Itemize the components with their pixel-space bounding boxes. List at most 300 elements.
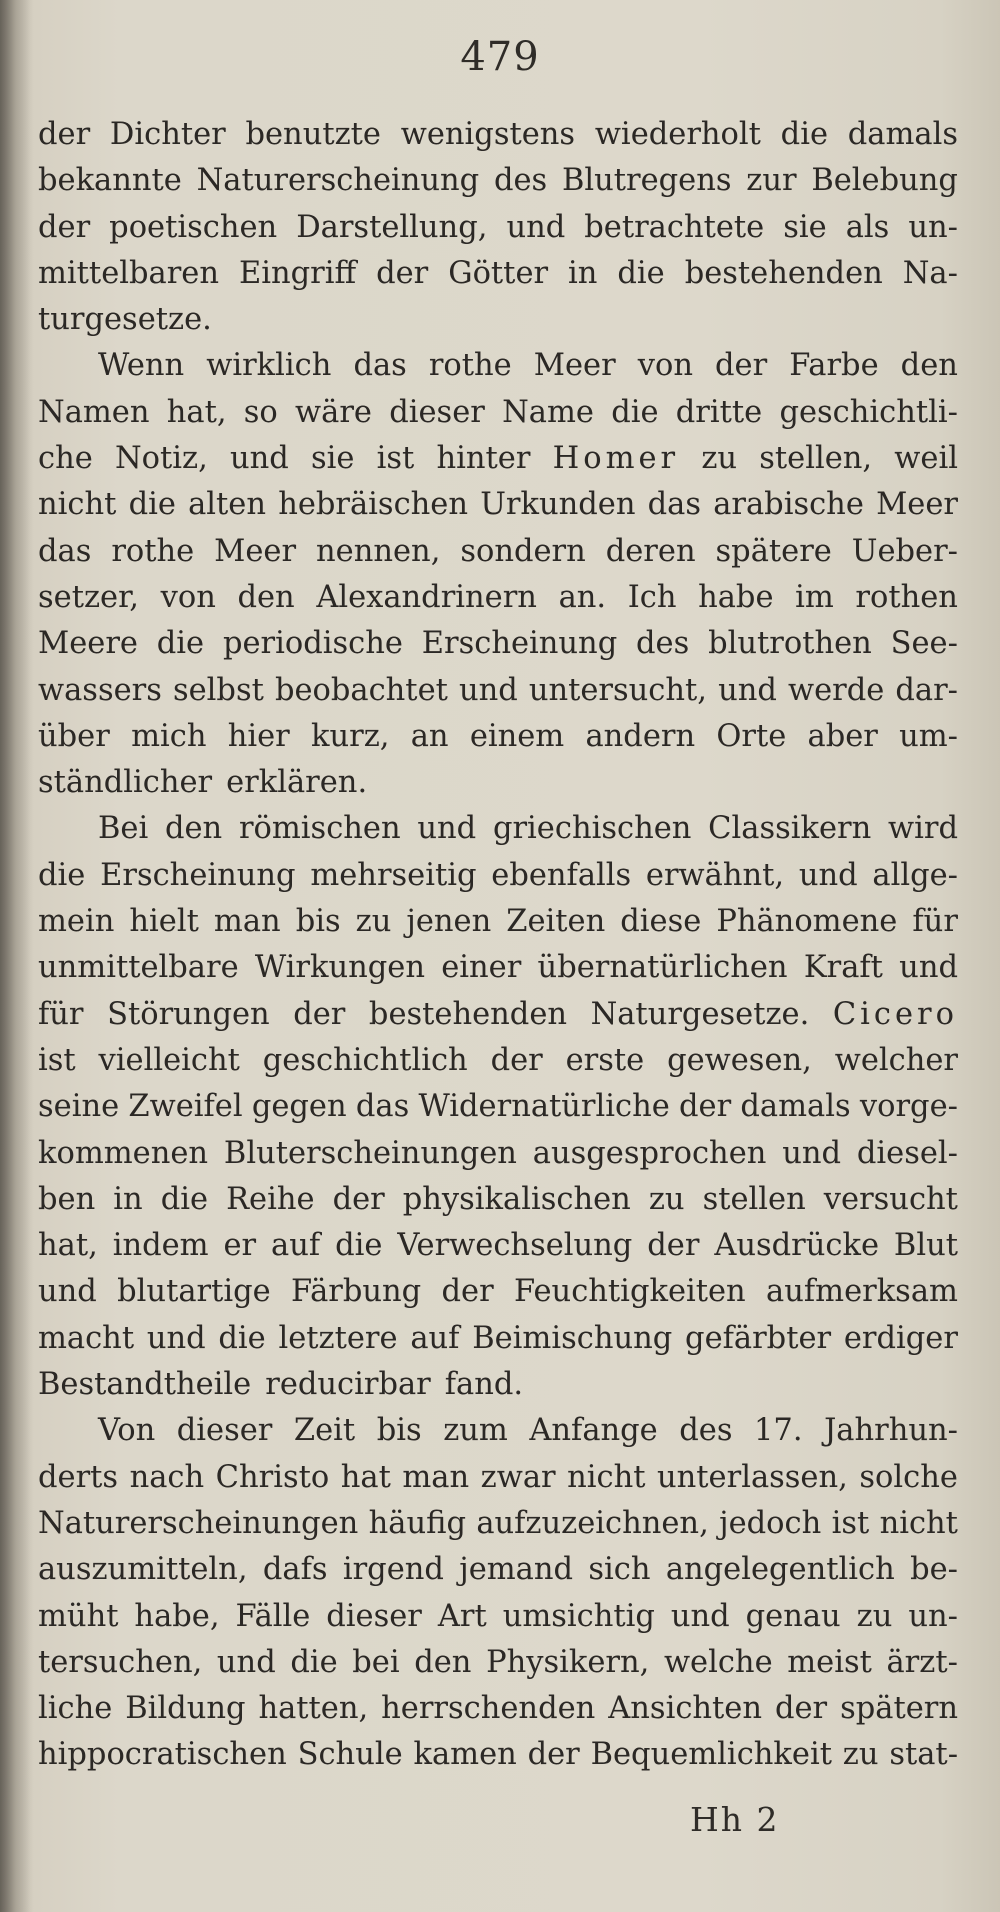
word: Bei [98,811,149,847]
word: Zeit [293,1413,356,1449]
word: werde [787,672,885,708]
word: Feuchtigkeiten [514,1274,746,1310]
text-line [38,343,958,389]
word: kurz, [311,718,390,754]
word: zu [701,441,738,477]
text-line [38,760,958,806]
word: wiederholt [594,117,761,152]
word: ärzt- [886,1644,958,1680]
word: der [376,255,429,291]
word: Dichter [109,117,226,152]
word: vielleicht [98,1042,240,1078]
word: kamen [413,1737,517,1773]
word: Orte [716,718,787,754]
word: liche [38,1691,113,1727]
word: wird [888,811,958,847]
word: bestehenden [368,996,568,1032]
word: hinter [436,441,531,477]
word: die [156,626,205,662]
word: weil [894,441,958,477]
word: und [417,811,477,847]
word: rothe [428,348,512,384]
word: Ueber- [851,533,958,569]
word: setzer, [38,579,140,615]
text-line [38,1640,958,1686]
signature-mark: Hh 2 [690,1800,780,1839]
word: und [146,1320,206,1356]
word: Ausdrücke [714,1228,879,1264]
word: den [414,1644,472,1680]
word: griechischen [492,811,692,847]
word: die [780,117,829,152]
word: hier [227,718,290,754]
word: Bluterscheinungen [223,1135,517,1171]
text-line [38,1038,958,1084]
text-line [38,1408,958,1454]
word: Meer [214,533,297,569]
word: Naturgesetze. [590,996,810,1032]
text-line [38,482,958,528]
word: Art [437,1598,487,1634]
word: Zweifel [128,1089,243,1125]
word: betrachtete [584,209,765,245]
word: hebräischen [278,487,468,523]
word: mittelbaren [38,255,219,291]
text-line [38,529,958,575]
word: dieser [176,1413,273,1449]
word: Von [98,1413,156,1449]
word: der [441,1274,494,1310]
word: den [900,348,958,384]
word: reducirbar [265,1367,431,1403]
text-line [38,1316,958,1362]
word: an [410,718,449,754]
word: Erscheinung [421,626,618,662]
word: untersucht, [528,672,707,708]
word: damals [740,1089,851,1125]
text-line [38,112,958,158]
word: geschichtli- [779,394,958,430]
word: kommenen [38,1135,209,1171]
word: Darstellung, [296,209,488,245]
word: che [38,441,93,477]
word: Färbung [291,1274,422,1310]
word: Name [502,394,594,430]
word: Physikern, [486,1644,650,1680]
word: und [782,1135,842,1171]
word: die [611,394,659,430]
word: periodische [222,626,403,662]
text-line [38,992,958,1038]
word: Erscheinung [100,857,296,893]
text-line [38,1732,958,1778]
word: Götter [448,255,549,291]
word: an. [558,579,607,615]
word: derts [38,1459,119,1495]
word: spätere [715,533,832,569]
word: mehrseitig [310,857,477,893]
word: nicht [879,1505,958,1541]
word: nach [129,1459,205,1495]
word: nicht [567,1459,646,1495]
word: mich [131,718,207,754]
word: um- [899,718,958,754]
word: Wenn [98,348,185,384]
word: zum [443,1413,508,1449]
word: gefärbter [685,1320,832,1356]
word: stellen, [759,441,873,477]
word: den [164,811,223,847]
word: hielt [129,904,199,940]
word: der [774,1691,828,1727]
word: rothe [111,533,195,569]
spine-shadow [0,0,30,1912]
word: wirklich [206,348,332,384]
word: die [335,1228,383,1264]
body-text [38,112,958,1779]
word: nicht [38,487,117,523]
word: und [229,441,289,477]
word: umsichtig [502,1598,655,1634]
word: von [160,579,216,615]
word: der [647,1228,700,1264]
text-line [38,806,958,852]
word: ständlicher [38,765,213,801]
word: turgesetze. [38,302,212,338]
word: und [670,1598,730,1634]
text-line [38,1223,958,1269]
word: un- [908,209,958,245]
word: Schule [297,1737,403,1773]
word: der [293,996,346,1032]
word: der [715,348,768,384]
word: des [636,626,690,662]
word: Bequemlichkeit [590,1737,832,1773]
word: erdiger [843,1320,958,1356]
word: das [38,533,92,569]
word: das [353,348,407,384]
word: zu [648,1181,685,1217]
word: Bildung [125,1691,246,1727]
text-line [38,158,958,204]
word: Naturerscheinungen [38,1505,359,1541]
word: Meer [876,487,958,523]
word: Eingriff [238,255,357,291]
word: einem [469,718,565,754]
word: Farbe [789,348,879,384]
word: Alexandrinern [316,579,537,615]
word: allge- [872,857,958,893]
text-line [38,1269,958,1315]
word: ist [38,1042,76,1078]
text-line [38,1177,958,1223]
text-line [38,1594,958,1640]
word: indem [112,1228,209,1264]
word: be- [910,1552,958,1588]
word: gegen [251,1089,347,1125]
word: sie [310,441,355,477]
word: dar- [895,672,958,708]
word: Beimischung [472,1320,673,1356]
word: den [237,579,295,615]
word: Blutregens [561,163,732,199]
word: See- [890,626,958,662]
word: Phänomene [716,904,898,940]
word: er [223,1228,257,1264]
word: die [290,1644,338,1680]
word: und [458,672,518,708]
word: der [38,117,91,152]
word: ist [376,441,415,477]
word: Widernatürliche [418,1089,670,1125]
word: so [243,394,278,430]
word: geschichtlich [262,1042,468,1078]
text-line [38,1686,958,1732]
word: zur [746,163,797,199]
word: die [160,1181,209,1217]
word: das [647,487,702,523]
word: herrschenden [381,1691,596,1727]
word: und [216,1644,276,1680]
word: sondern [460,533,586,569]
word: dieser [389,394,485,430]
word: die [38,857,86,893]
word: sie [783,209,827,245]
word: über [38,718,110,754]
word: für [38,996,84,1032]
text-line [38,251,958,297]
word: jemand [459,1552,574,1588]
text-line [38,205,958,251]
text-line [38,436,958,482]
page-number: 479 [460,34,540,80]
word: Cicero [832,996,958,1032]
word: bis [295,904,341,940]
word: in [113,1181,143,1217]
word: meist [787,1644,872,1680]
word: Ansichten [608,1691,763,1727]
word: stellen [702,1181,806,1217]
word: unterlassen, [657,1459,848,1495]
word: man [213,904,281,940]
word: diesel- [856,1135,958,1171]
word: beobachtet [274,672,448,708]
word: Störungen [107,996,270,1032]
text-line [38,945,958,991]
text-line [38,297,958,343]
word: Naturerscheinung [196,163,480,199]
word: Ich [627,579,677,615]
word: habe, [134,1598,220,1634]
word: solche [859,1459,958,1495]
word: wenigstens [400,117,576,152]
word: und [38,1274,97,1310]
word: als [845,209,890,245]
word: die [218,1320,266,1356]
word: der [679,1089,732,1125]
word: jenen [406,904,492,940]
word: blutrothen [708,626,872,662]
word: Wirkungen [254,950,425,986]
text-line [38,853,958,899]
word: Homer [552,441,680,477]
word: zu [856,1598,893,1634]
word: nennen, [316,533,441,569]
word: physikalischen [402,1181,631,1217]
word: Fälle [235,1598,311,1634]
text-line [38,1131,958,1177]
text-line [38,899,958,945]
word: dafs [262,1552,328,1588]
word: zu [355,904,392,940]
word: hat, [166,394,227,430]
word: zwar [480,1459,556,1495]
word: Bestandtheile [38,1367,252,1403]
word: Belebung [811,163,958,199]
word: jedoch [719,1505,822,1541]
word: versucht [823,1181,958,1217]
text-line [38,390,958,436]
word: aufzuzeichnen, [476,1505,709,1541]
word: alten [188,487,266,523]
word: das [355,1089,410,1125]
word: ebenfalls [491,857,632,893]
word: Verwechselung [397,1228,633,1264]
word: vorge- [859,1089,958,1125]
word: auf [271,1228,321,1264]
word: mein [38,904,115,940]
text-line [38,1084,958,1130]
word: bis [376,1413,422,1449]
word: gewesen, [667,1042,812,1078]
word: erste [565,1042,645,1078]
word: Reihe [226,1181,315,1217]
word: hat, [38,1228,98,1264]
word: in [568,255,598,291]
word: des [679,1413,733,1449]
word: römischen [238,811,401,847]
word: 17. [754,1413,803,1449]
word: diese [620,904,702,940]
word: bekannte [38,163,182,199]
word: Anfange [529,1413,658,1449]
word: der [38,209,91,245]
word: habe [698,579,774,615]
word: zu [842,1737,879,1773]
word: dieser [326,1598,422,1634]
word: und [899,950,958,986]
word: müht [38,1598,119,1634]
word: erwähnt, [645,857,785,893]
word: von [637,348,693,384]
word: für [912,904,958,940]
text-line [38,1455,958,1501]
word: Jahrhun- [824,1413,958,1449]
word: Christo [215,1459,330,1495]
word: Meere [38,626,138,662]
word: selbst [172,672,264,708]
word: Meer [533,348,616,384]
word: Notiz, [114,441,208,477]
word: die [617,255,665,291]
word: häufig [368,1505,466,1541]
word: ausgesprochen [532,1135,767,1171]
word: irgend [342,1552,444,1588]
word: welcher [834,1042,958,1078]
word: aufmerksam [766,1274,958,1310]
word: macht [38,1320,135,1356]
word: sich [588,1552,651,1588]
word: fand. [444,1367,524,1403]
word: aber [807,718,878,754]
word: Blut [893,1228,958,1264]
word: andern [585,718,696,754]
word: Classikern [708,811,872,847]
word: wäre [295,394,372,430]
word: hat [340,1459,391,1495]
word: deren [605,533,696,569]
word: rothen [855,579,958,615]
word: stat- [889,1737,958,1773]
word: auf [410,1320,460,1356]
word: poetischen [109,209,278,245]
word: der [527,1737,580,1773]
word: der [490,1042,543,1078]
word: Na- [902,255,958,291]
word: bestehenden [684,255,883,291]
text-line [38,621,958,667]
text-line [38,1362,958,1408]
word: welche [663,1644,773,1680]
word: erklären. [226,765,368,801]
word: der [332,1181,385,1217]
word: die [128,487,176,523]
word: im [795,579,834,615]
word: des [493,163,548,199]
text-line [38,1547,958,1593]
word: blutartige [117,1274,271,1310]
word: einer [441,950,522,986]
word: seine [38,1089,120,1125]
word: genau [745,1598,841,1634]
word: arabische [713,487,864,523]
word: Kraft [803,950,883,986]
word: bei [352,1644,400,1680]
text-line [38,668,958,714]
word: Zeiten [506,904,606,940]
text-line [38,714,958,760]
word: ist [831,1505,870,1541]
word: unmittelbare [38,950,239,986]
word: wassers [38,672,162,708]
text-line [38,575,958,621]
word: damals [847,117,958,152]
word: angelegentlich [665,1552,895,1588]
word: man [402,1459,470,1495]
word: und [506,209,566,245]
word: hippocratischen [38,1737,287,1773]
text-line [38,1501,958,1547]
word: Namen [38,394,150,430]
word: und [718,672,777,708]
word: letztere [278,1320,398,1356]
word: und [798,857,858,893]
word: dritte [675,394,763,430]
word: hatten, [258,1691,369,1727]
word: un- [908,1598,958,1634]
word: tersuchen, [38,1644,203,1680]
word: Urkunden [480,487,636,523]
